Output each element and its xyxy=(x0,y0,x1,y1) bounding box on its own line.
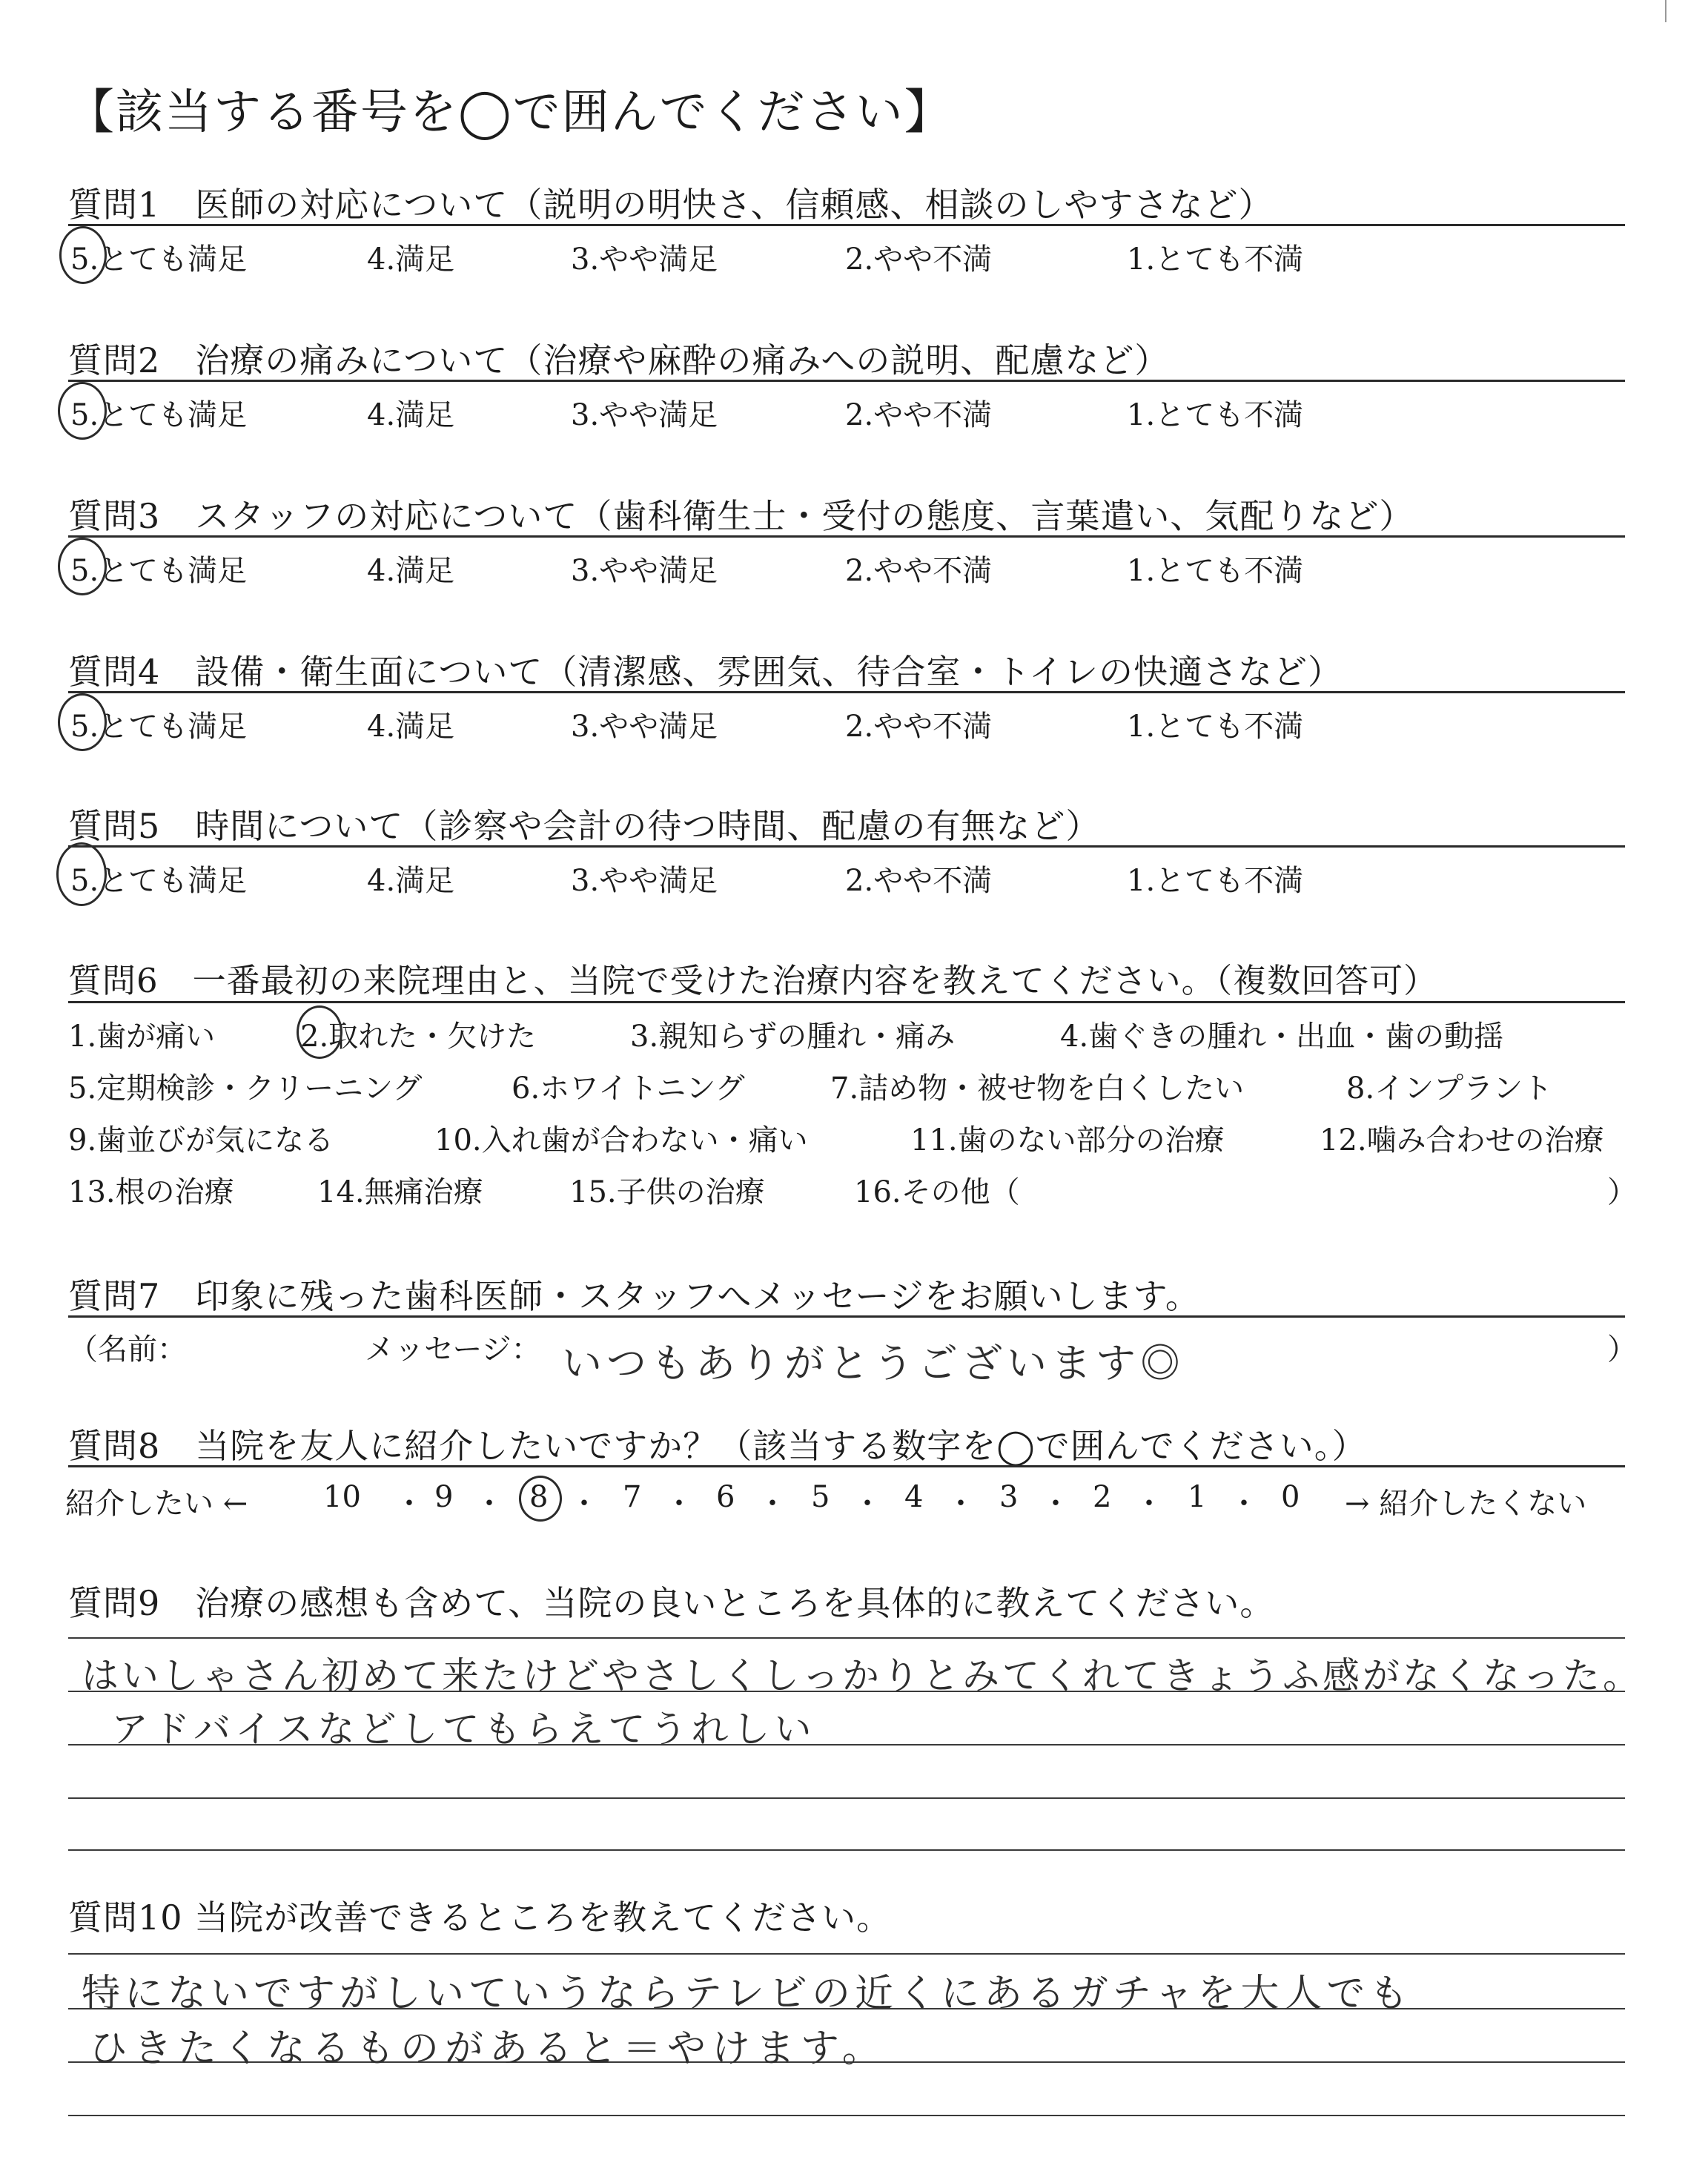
q8-score-5[interactable]: 5 xyxy=(811,1480,830,1514)
question-1-rule xyxy=(68,224,1625,226)
q6-option-8[interactable]: 8.インプラント xyxy=(1346,1071,1553,1106)
question-4-label: 質問4 設備・衛生面について（清潔感、雰囲気、待合室・トイレの快適さなど） xyxy=(68,652,1343,692)
question-7-label: 質問7 印象に残った歯科医師・スタッフへメッセージをお願いします。 xyxy=(68,1276,1200,1316)
q8-sep: ・ xyxy=(1041,1487,1070,1521)
q10-answer-line-1 xyxy=(68,1953,1625,1955)
q6-option-15[interactable]: 15.子供の治療 xyxy=(569,1175,765,1209)
q8-score-8[interactable]: 8 xyxy=(529,1480,549,1514)
q6-option-9[interactable]: 9.歯並びが気になる xyxy=(68,1123,334,1157)
q8-left-label: 紹介したい ← xyxy=(65,1487,248,1521)
question-3-rule xyxy=(68,535,1625,538)
q4-option-3[interactable]: 3.やや満足 xyxy=(571,710,718,744)
q5-selected-circle xyxy=(56,842,107,906)
q10-handwritten-line-2[interactable]: ひきたくなるものがあると＝やけます。 xyxy=(89,2027,887,2071)
q6-option-2[interactable]: 2.取れた・欠けた xyxy=(300,1020,537,1054)
q8-sep: ・ xyxy=(1134,1487,1164,1521)
q8-sep: ・ xyxy=(1229,1487,1259,1521)
page-title: 【該当する番号を◯で囲んでください】 xyxy=(67,85,953,140)
q8-score-0[interactable]: 0 xyxy=(1281,1480,1300,1514)
q5-option-1[interactable]: 1.とても不満 xyxy=(1127,864,1304,898)
q2-selected-circle xyxy=(58,382,107,440)
q1-option-4[interactable]: 4.満足 xyxy=(367,242,455,277)
question-5-rule xyxy=(68,845,1625,848)
q8-score-10[interactable]: 10 xyxy=(323,1480,361,1514)
q7-name-label: （名前： xyxy=(68,1332,187,1367)
q1-selected-circle xyxy=(59,226,107,284)
q6-option-13[interactable]: 13.根の治療 xyxy=(68,1175,234,1209)
q6-option-7[interactable]: 7.詰め物・被せ物を白くしたい xyxy=(830,1071,1245,1106)
q8-score-2[interactable]: 2 xyxy=(1093,1480,1112,1514)
q1-option-3[interactable]: 3.やや満足 xyxy=(571,242,718,277)
q9-answer-line-5 xyxy=(68,1849,1625,1851)
question-6-label: 質問6 一番最初の来院理由と、当院で受けた治療内容を教えてください。（複数回答可） xyxy=(68,961,1438,1000)
q8-sep: ・ xyxy=(946,1487,976,1521)
q6-option-12[interactable]: 12.噛み合わせの治療 xyxy=(1320,1123,1604,1157)
q8-sep: ・ xyxy=(569,1487,599,1521)
q2-option-4[interactable]: 4.満足 xyxy=(367,398,455,432)
q9-answer-line-4 xyxy=(68,1797,1625,1799)
q7-close-paren: ） xyxy=(1607,1332,1637,1367)
question-7-rule xyxy=(68,1315,1625,1318)
q2-option-3[interactable]: 3.やや満足 xyxy=(571,398,718,432)
q1-option-5[interactable]: 5.とても満足 xyxy=(70,242,248,277)
q6-close-paren: ） xyxy=(1607,1175,1637,1209)
question-6-rule xyxy=(68,1001,1625,1003)
q8-score-9[interactable]: 9 xyxy=(434,1480,454,1514)
q2-option-5[interactable]: 5.とても満足 xyxy=(70,398,248,432)
q2-option-2[interactable]: 2.やや不満 xyxy=(845,398,993,432)
q3-selected-circle xyxy=(58,538,107,595)
q3-option-3[interactable]: 3.やや満足 xyxy=(571,554,718,588)
q9-handwritten-line-2[interactable]: アドバイスなどしてもらえてうれしい xyxy=(111,1708,816,1751)
q6-option-4[interactable]: 4.歯ぐきの腫れ・出血・歯の動揺 xyxy=(1060,1020,1504,1054)
q10-answer-line-4 xyxy=(68,2115,1625,2116)
q3-option-5[interactable]: 5.とても満足 xyxy=(70,554,248,588)
scan-edge-mark xyxy=(1665,0,1681,22)
q6-option-16[interactable]: 16.その他（ xyxy=(854,1175,1020,1209)
q5-option-5[interactable]: 5.とても満足 xyxy=(70,864,248,898)
question-5-label: 質問5 時間について（診察や会計の待つ時間、配慮の有無など） xyxy=(68,806,1101,846)
q3-option-2[interactable]: 2.やや不満 xyxy=(845,554,993,588)
q6-option-14[interactable]: 14.無痛治療 xyxy=(317,1175,483,1209)
q8-score-7[interactable]: 7 xyxy=(623,1480,642,1514)
q6-option-10[interactable]: 10.入れ歯が合わない・痛い xyxy=(434,1123,808,1157)
q8-score-6[interactable]: 6 xyxy=(716,1480,735,1514)
q6-option-3[interactable]: 3.親知らずの腫れ・痛み xyxy=(630,1020,956,1054)
q5-option-4[interactable]: 4.満足 xyxy=(367,864,455,898)
q4-option-4[interactable]: 4.満足 xyxy=(367,710,455,744)
question-2-label: 質問2 治療の痛みについて（治療や麻酔の痛みへの説明、配慮など） xyxy=(68,340,1170,380)
q7-message-label: メッセージ： xyxy=(365,1332,541,1367)
q8-sep: ・ xyxy=(394,1487,424,1521)
question-4-rule xyxy=(68,691,1625,693)
q7-handwritten-message[interactable]: いつもありがとうございます◎ xyxy=(562,1340,1185,1387)
q6-option-11[interactable]: 11.歯のない部分の治療 xyxy=(910,1123,1225,1157)
question-3-label: 質問3 スタッフの対応について（歯科衛生士・受付の態度、言葉遣い、気配りなど） xyxy=(68,496,1414,536)
q9-handwritten-line-1[interactable]: はいしゃさん初めて来たけどやさしくしっかりとみてくれてきょうふ感がなくなった。 xyxy=(82,1654,1643,1697)
q5-option-2[interactable]: 2.やや不満 xyxy=(845,864,993,898)
q10-handwritten-line-1[interactable]: 特にないですがしいていうならテレビの近くにあるガチャを大人でも xyxy=(82,1972,1413,2016)
q4-option-5[interactable]: 5.とても満足 xyxy=(70,710,248,744)
q8-right-label: → 紹介したくない xyxy=(1345,1487,1587,1521)
q8-sep: ・ xyxy=(664,1487,694,1521)
q1-option-1[interactable]: 1.とても不満 xyxy=(1127,242,1304,277)
q3-option-4[interactable]: 4.満足 xyxy=(367,554,455,588)
q8-score-4[interactable]: 4 xyxy=(904,1480,924,1514)
question-1-label: 質問1 医師の対応について（説明の明快さ、信頼感、相談のしやすさなど） xyxy=(68,185,1274,225)
q8-sep: ・ xyxy=(474,1487,504,1521)
q1-option-2[interactable]: 2.やや不満 xyxy=(845,242,993,277)
q6-option-1[interactable]: 1.歯が痛い xyxy=(68,1020,216,1054)
q3-option-1[interactable]: 1.とても不満 xyxy=(1127,554,1304,588)
q8-selected-circle xyxy=(519,1476,562,1522)
q5-option-3[interactable]: 3.やや満足 xyxy=(571,864,718,898)
q8-sep: ・ xyxy=(853,1487,882,1521)
question-8-label: 質問8 当院を友人に紹介したいですか？（該当する数字を◯で囲んでください。） xyxy=(68,1426,1367,1466)
q6-selected-circle xyxy=(297,1005,342,1059)
question-8-rule xyxy=(68,1465,1625,1467)
q6-option-6[interactable]: 6.ホワイトニング xyxy=(512,1071,745,1106)
q6-option-5[interactable]: 5.定期検診・クリーニング xyxy=(68,1071,423,1106)
q8-sep: ・ xyxy=(758,1487,787,1521)
q2-option-1[interactable]: 1.とても不満 xyxy=(1127,398,1304,432)
question-9-label: 質問9 治療の感想も含めて、当院の良いところを具体的に教えてください。 xyxy=(68,1583,1275,1623)
question-2-rule xyxy=(68,380,1625,382)
question-10-label: 質問10 当院が改善できるところを教えてください。 xyxy=(68,1898,892,1938)
q8-score-1[interactable]: 1 xyxy=(1188,1480,1207,1514)
q4-selected-circle xyxy=(58,693,107,751)
q9-answer-line-1 xyxy=(68,1637,1625,1639)
q4-option-2[interactable]: 2.やや不満 xyxy=(845,710,993,744)
q4-option-1[interactable]: 1.とても不満 xyxy=(1127,710,1304,744)
q8-score-3[interactable]: 3 xyxy=(999,1480,1019,1514)
